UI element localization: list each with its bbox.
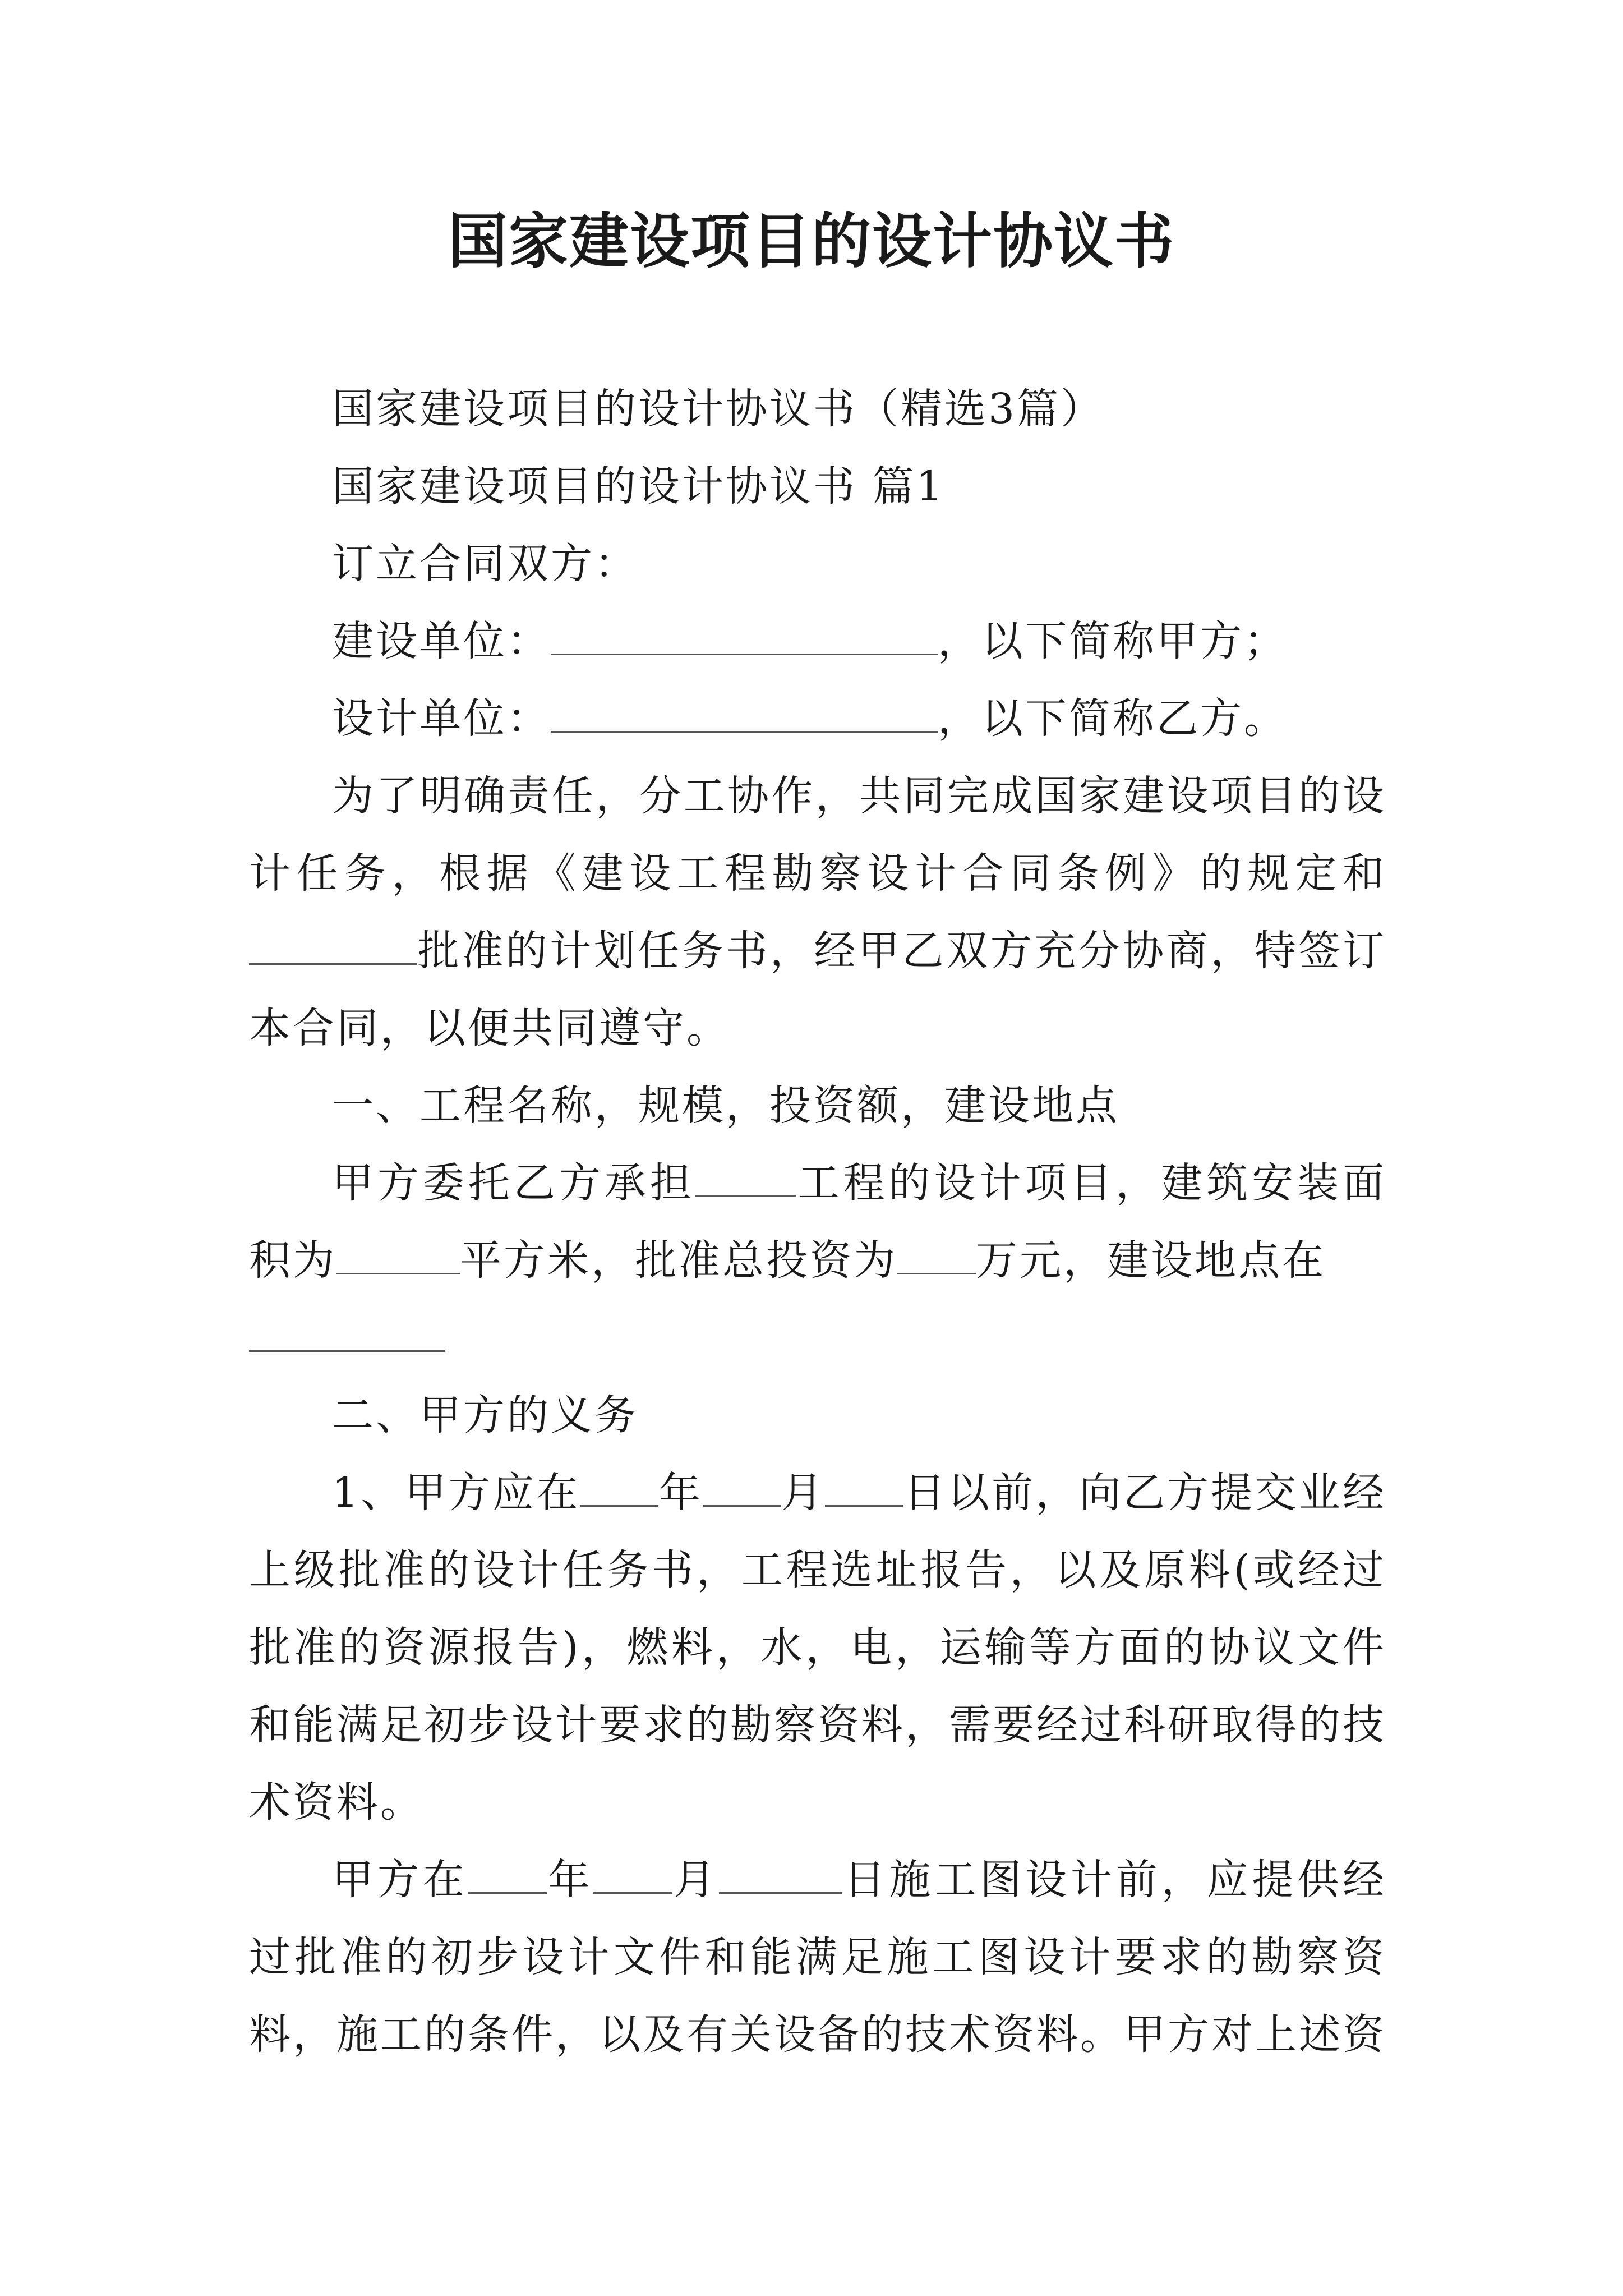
item1-paragraph [249,1454,1386,1841]
item1-day-blank [825,1466,903,1507]
location-line [249,1299,1386,1377]
item2-text-4: 日施工图设计前，应提供经过批准的初步设计文件和能满足施工图设计要求的勘察资料，施工的条件，以及有关设备的技术资料。甲方对上述资 [249,1856,1387,2059]
purpose-text-1: 为了明确责任，分工协作，共同完成国家建设项目的设计任务，根据《建设工程勘察设计合同条例》的规定和 [249,772,1386,898]
purpose-blank [249,924,417,965]
clause2-heading: 二、甲方的义务 [332,1391,638,1439]
item1-month-blank [703,1466,781,1507]
clause1-heading: 一、工程名称，规模，投资额，建设地点 [332,1082,1119,1130]
investment-blank [897,1234,976,1274]
item2-day-blank [719,1853,842,1894]
party-b-suffix: ，以下简称乙方。 [938,694,1288,743]
party-b-blank [551,692,938,733]
document-title: 国家建设项目的设计协议书 [448,206,1175,276]
party-b-line [249,680,1386,757]
party-a-line [249,602,1386,680]
item2-text-3: 月 [672,1856,719,1904]
clause1-text-3: 平方米，批准总投资为 [460,1236,897,1285]
item2-paragraph [249,1841,1386,2073]
item1-text-4: 日以前，向乙方提交业经上级批准的设计任务书，工程选址报告，以及原料(或经过批准的资源报告)，燃料，水，电，运输等方面的协议文件和能满足初步设计要求的勘察资料，需要经过科研取得的技术资料。 [249,1469,1386,1826]
clause1-text-2: 工程的设计项目，建筑安装面积为 [249,1159,1387,1285]
clause1-text-1: 甲方委托乙方承担 [332,1159,695,1207]
clause1-paragraph [249,1144,1386,1299]
party-a-blank [551,614,938,655]
item1-year-blank [580,1466,658,1507]
document-body [249,370,1386,2073]
item2-year-blank [468,1853,547,1894]
item2-text-1: 甲方在 [332,1856,468,1904]
party-a-suffix: ，以下简称甲方； [938,617,1288,665]
location-blank [249,1311,445,1352]
item1-text-3: 月 [781,1469,826,1517]
project-name-blank [695,1156,796,1197]
party-a-label: 建设单位： [332,617,551,665]
clause1-text-4: 万元，建设地点在 [976,1236,1326,1285]
parties-intro: 订立合同双方： [332,540,638,588]
purpose-paragraph [249,757,1386,1067]
purpose-text-2: 批准的计划任务书，经甲乙双方充分协商，特签订本合同，以便共同遵守。 [249,927,1386,1052]
item2-month-blank [593,1853,672,1894]
party-b-label: 设计单位： [332,694,551,743]
item2-text-2: 年 [546,1856,594,1904]
item1-text-1: 1、甲方应在 [332,1469,580,1517]
area-blank [336,1234,460,1274]
section-heading: 国家建设项目的设计协议书 篇1 [332,462,945,510]
item1-text-2: 年 [658,1469,703,1517]
document-subtitle: 国家建设项目的设计协议书（精选3篇） [332,385,1105,433]
